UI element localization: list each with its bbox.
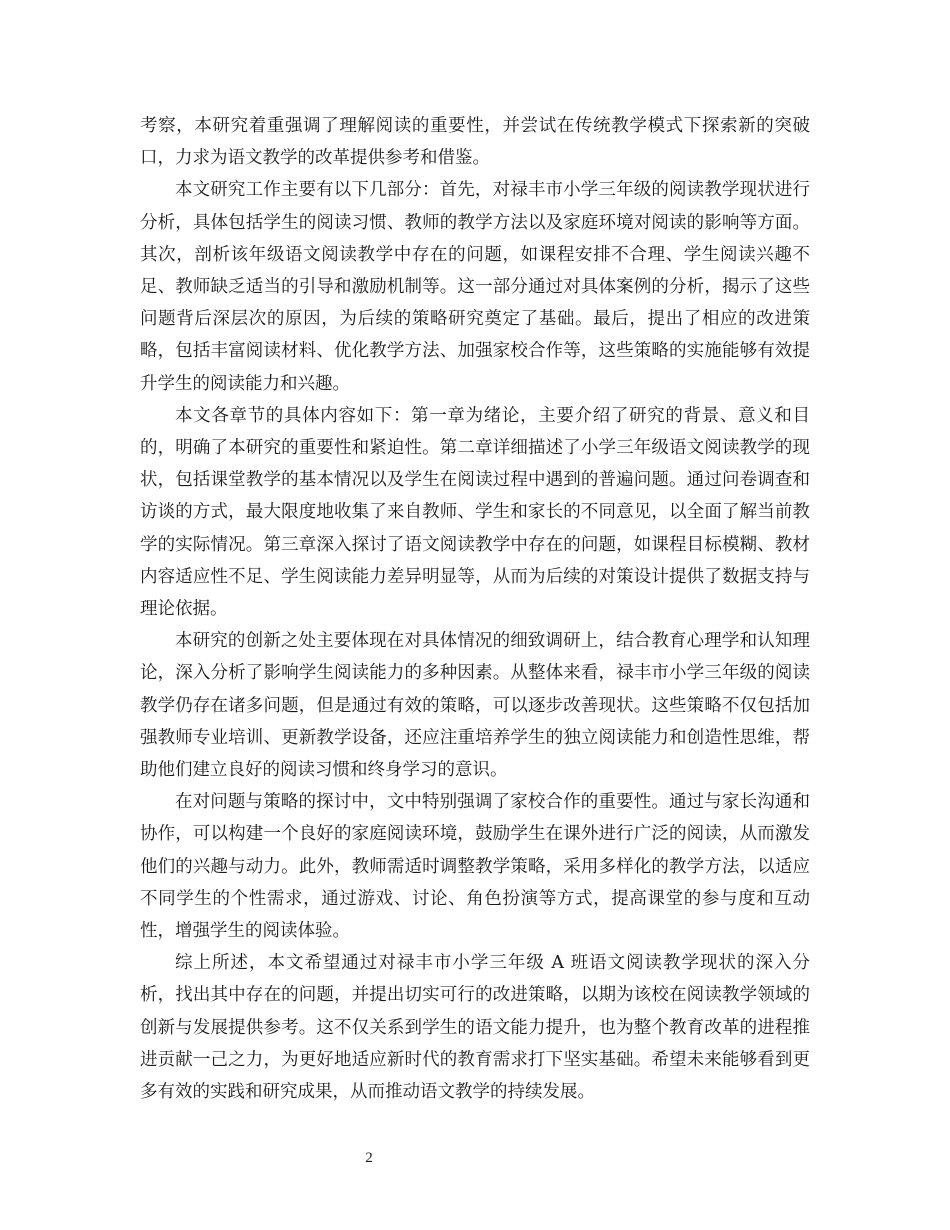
paragraph-innovation: 本研究的创新之处主要体现在对具体情况的细致调研上，结合教育心理学和认知理论，深入分析了影响学生阅读能力的多种因素。从整体来看，禄丰市小学三年级的阅读教学仍存在诸多问题，但是通过有效的策略，可以逐步改善现状。这些策略不仅包括加强教师专业培训、更新教学设备，还应注重培养学生的独立阅读能力和创造性思维，帮助他们建立良好的阅读习惯和终身学习的意识。 [140, 631, 810, 781]
paragraph-continuation: 考察，本研究着重强调了理解阅读的重要性，并尝试在传统教学模式下探索新的突破口，力求为语文教学的改革提供参考和借鉴。 [140, 116, 810, 169]
page-number: 2 [365, 1150, 373, 1166]
paragraph-chapter-contents: 本文各章节的具体内容如下：第一章为绪论，主要介绍了研究的背景、意义和目的，明确了本研究的重要性和紧迫性。第二章详细描述了小学三年级语文阅读教学的现状，包括课堂教学的基本情况以及学生在阅读过程中遇到的普遍问题。通过问卷调查和访谈的方式，最大限度地收集了来自教师、学生和家长的不同意见，以全面了解当前教学的实际情况。第三章深入探讨了语文阅读教学中存在的问题，如课程目标模糊、教材内容适应性不足、学生阅读能力差异明显等，从而为后续的对策设计提供了数据支持与理论依据。 [140, 405, 810, 620]
body-text [140, 110, 810, 1108]
paragraph-summary: 综上所述，本文希望通过对禄丰市小学三年级 A 班语文阅读教学现状的深入分析，找出其中存在的问题，并提出切实可行的改进策略，以期为该校在阅读教学领域的创新与发展提供参考。这不仅关系到学生的语文能力提升，也为整个教育改革的进程推进贡献一己之力，为更好地适应新时代的教育需求打下坚实基础。希望未来能够看到更多有效的实践和研究成果，从而推动语文教学的持续发展。 [140, 953, 810, 1103]
paragraph-research-work: 本文研究工作主要有以下几部分：首先，对禄丰市小学三年级的阅读教学现状进行分析，具体包括学生的阅读习惯、教师的教学方法以及家庭环境对阅读的影响等方面。其次，剖析该年级语文阅读教学中存在的问题，如课程安排不合理、学生阅读兴趣不足、教师缺乏适当的引导和激励机制等。这一部分通过对具体案例的分析，揭示了这些问题背后深层次的原因，为后续的策略研究奠定了基础。最后，提出了相应的改进策略，包括丰富阅读材料、优化教学方法、加强家校合作等，这些策略的实施能够有效提升学生的阅读能力和兴趣。 [140, 180, 810, 394]
paragraph-home-school: 在对问题与策略的探讨中，文中特别强调了家校合作的重要性。通过与家长沟通和协作，可以构建一个良好的家庭阅读环境，鼓励学生在课外进行广泛的阅读，从而激发他们的兴趣与动力。此外，教师需适时调整教学策略，采用多样化的教学方法，以适应不同学生的个性需求，通过游戏、讨论、角色扮演等方式，提高课堂的参与度和互动性，增强学生的阅读体验。 [140, 792, 810, 942]
